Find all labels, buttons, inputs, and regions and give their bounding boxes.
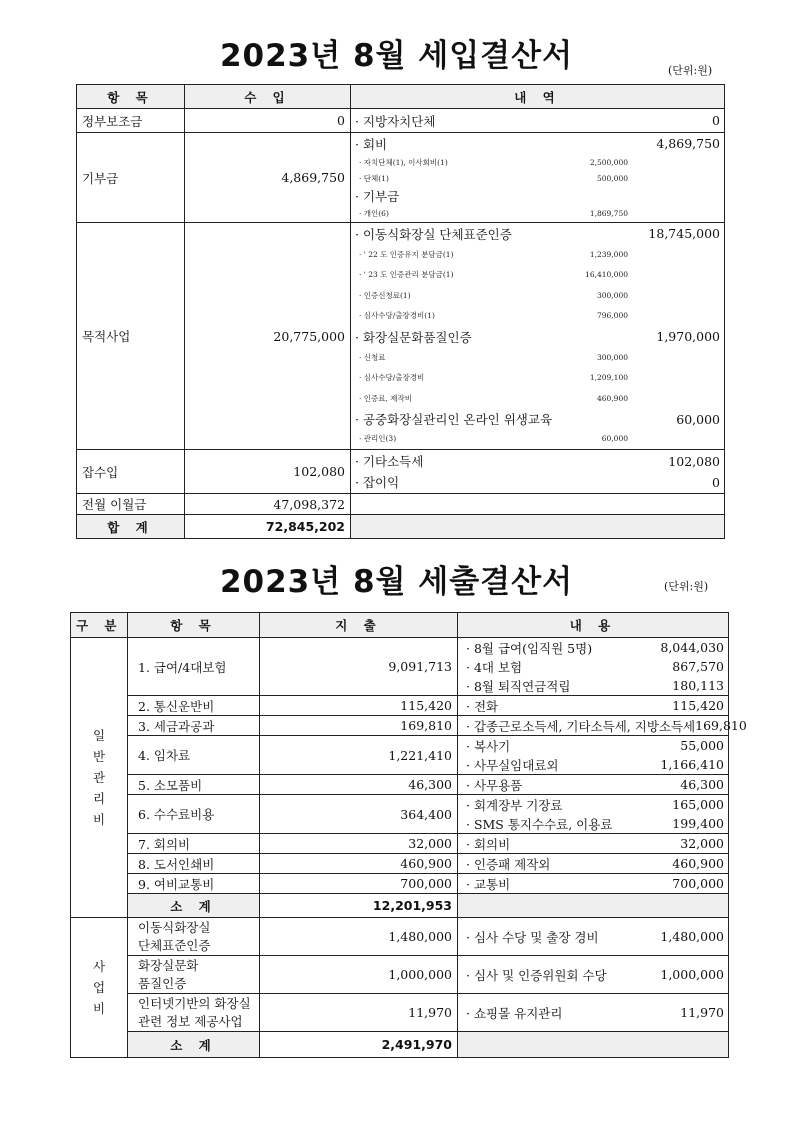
content-label: · 4대 보험 <box>466 659 523 675</box>
content-label: · 갑종근로소득세, 기타소득세, 지방소득세 <box>466 718 696 734</box>
expense-item <box>128 918 260 956</box>
subtotal-label: 소 계 <box>128 1032 260 1058</box>
sub-label: · 신청료 <box>359 352 386 362</box>
content-line <box>466 965 724 984</box>
detail-label: · 지방자치단체 <box>355 113 436 129</box>
content-line <box>466 676 724 695</box>
income-amount: 20,775,000 <box>185 223 351 450</box>
content-value: 11,970 <box>680 1005 724 1020</box>
expense-header-category: 구 분 <box>71 613 128 638</box>
content-line <box>466 657 724 676</box>
content-value: 32,000 <box>680 836 724 851</box>
content-line <box>466 736 724 755</box>
income-item: 잡수입 <box>77 450 185 494</box>
expense-row <box>71 854 729 874</box>
content-line <box>466 854 724 873</box>
category-general: 일 반 관 리 비 <box>71 638 128 918</box>
content-label: · 사무실임대료외 <box>466 757 559 773</box>
income-item: 정부보조금 <box>77 109 185 133</box>
income-amount: 47,098,372 <box>185 494 351 515</box>
content-value: 165,000 <box>672 797 724 812</box>
sub-value: 16,410,000 <box>585 270 628 280</box>
income-row-donation <box>77 133 725 223</box>
content-line <box>466 834 724 853</box>
sub-value: 60,000 <box>601 434 628 443</box>
content-label: · 복사기 <box>466 738 511 754</box>
expense-header-amount: 지 출 <box>260 613 458 638</box>
expense-amount: 700,000 <box>260 874 458 894</box>
sub-label: · 자치단체(1), 이사회비(1) <box>359 157 448 167</box>
expense-item: 3. 세금과공과 <box>128 716 260 736</box>
sub-value: 1,869,750 <box>589 209 628 218</box>
expense-title: 2023년 8월 세출결산서 <box>219 564 574 600</box>
income-item: 전월 이월금 <box>77 494 185 515</box>
subtotal-label: 소 계 <box>128 894 260 918</box>
expense-header-content: 내 용 <box>458 613 729 638</box>
sub-value: 500,000 <box>596 173 628 183</box>
expense-item-line1: 화장실문화 <box>138 957 199 973</box>
detail-label: · 화장실문화품질인증 <box>355 329 472 345</box>
sub-label: · 심사수당/출장경비 <box>359 373 425 383</box>
expense-item: 6. 수수료비용 <box>128 795 260 834</box>
content-value: 1,166,410 <box>660 757 724 772</box>
content-label: · 인증패 제작외 <box>466 856 551 872</box>
expense-item-line2: 품질인증 <box>138 975 187 991</box>
content-line <box>466 638 724 657</box>
detail-value: 18,745,000 <box>648 226 720 241</box>
sub-value: 300,000 <box>596 290 628 300</box>
expense-header-item: 항 목 <box>128 613 260 638</box>
sub-value: 2,500,000 <box>589 157 628 167</box>
content-value: 1,480,000 <box>660 929 724 944</box>
detail-label: · 잡이익 <box>355 475 400 490</box>
expense-row <box>71 696 729 716</box>
content-label: · SMS 통지수수료, 이용료 <box>466 816 613 832</box>
sub-label: · 심사수당/출장경비(1) <box>359 311 435 321</box>
detail-label: · 이동식화장실 단체표준인증 <box>355 226 512 242</box>
expense-row <box>71 638 729 696</box>
sub-label: · 단체(1) <box>359 173 389 183</box>
content-label: · 심사 수당 및 출장 경비 <box>466 929 599 945</box>
content-value: 8,044,030 <box>660 640 724 655</box>
expense-item: 1. 급여/4대보험 <box>128 638 260 696</box>
content-label: · 전화 <box>466 698 499 714</box>
expense-amount: 169,810 <box>260 716 458 736</box>
expense-amount: 115,420 <box>260 696 458 716</box>
income-amount: 0 <box>185 109 351 133</box>
sub-value: 1,239,000 <box>589 249 628 259</box>
expense-row <box>71 956 729 994</box>
content-label: · 8월 급여(임직원 5명) <box>466 640 593 656</box>
income-header-item: 항 목 <box>77 85 185 109</box>
income-item: 목적사업 <box>77 223 185 450</box>
income-row-misc <box>77 450 725 494</box>
income-header-detail: 내 역 <box>351 85 725 109</box>
content-label: · 8월 퇴직연금적립 <box>466 678 571 694</box>
income-unit: (단위:원) <box>668 64 713 77</box>
expense-amount: 11,970 <box>260 994 458 1032</box>
detail-value: 0 <box>712 474 720 490</box>
expense-amount: 9,091,713 <box>260 638 458 696</box>
expense-item-line2: 단체표준인증 <box>138 937 211 953</box>
expense-row <box>71 736 729 775</box>
content-label: · 회의비 <box>466 836 511 852</box>
income-total-label: 합 계 <box>77 515 185 539</box>
content-value: 700,000 <box>672 876 724 891</box>
expense-amount: 364,400 <box>260 795 458 834</box>
income-row-purpose <box>77 223 725 450</box>
expense-amount: 1,000,000 <box>260 956 458 994</box>
sub-value: 300,000 <box>596 352 628 362</box>
expense-item: 7. 회의비 <box>128 834 260 854</box>
content-line <box>466 814 724 833</box>
detail-label: · 회비 <box>355 136 388 152</box>
content-label: · 쇼핑몰 유지관리 <box>466 1005 563 1021</box>
income-item: 기부금 <box>77 133 185 223</box>
content-value: 46,300 <box>680 777 724 792</box>
income-amount: 4,869,750 <box>185 133 351 223</box>
expense-item-line1: 인터넷기반의 화장실 <box>138 995 251 1011</box>
content-line <box>466 795 724 814</box>
subtotal-amount: 2,491,970 <box>260 1032 458 1058</box>
sub-label: · 관리인(3) <box>359 434 397 443</box>
expense-row <box>71 994 729 1032</box>
sub-value: 460,900 <box>596 393 628 403</box>
content-label: · 회계장부 기장료 <box>466 797 563 813</box>
detail-value: 1,970,000 <box>656 329 720 344</box>
expense-amount: 1,480,000 <box>260 918 458 956</box>
sub-label: · ' 22 도 인증유지 분담금(1) <box>359 249 454 259</box>
content-value: 169,810 <box>695 718 747 733</box>
expense-table <box>70 612 747 1058</box>
expense-amount: 46,300 <box>260 775 458 795</box>
content-line <box>466 874 724 893</box>
expense-row <box>71 918 729 956</box>
expense-row <box>71 775 729 795</box>
business-subtotal-row <box>71 1032 729 1058</box>
expense-unit: (단위:원) <box>664 580 709 593</box>
income-row-carry <box>77 494 725 515</box>
content-line <box>466 775 724 794</box>
sub-label: · 인증료, 제작비 <box>359 393 413 403</box>
detail-label: · 기부금 <box>355 189 400 204</box>
content-label: · 심사 및 인증위원회 수당 <box>466 967 607 983</box>
detail-value: 102,080 <box>668 453 720 469</box>
income-title: 2023년 8월 세입결산서 <box>219 38 574 74</box>
income-row-total <box>77 515 725 539</box>
income-total-amount: 72,845,202 <box>185 515 351 539</box>
expense-item: 2. 통신운반비 <box>128 696 260 716</box>
detail-value: 4,869,750 <box>656 136 720 151</box>
expense-row <box>71 834 729 854</box>
category-business: 사 업 비 <box>71 918 128 1058</box>
sub-value: 796,000 <box>596 311 628 321</box>
content-value: 1,000,000 <box>660 967 724 982</box>
content-value: 55,000 <box>680 738 724 753</box>
content-value: 867,570 <box>672 659 724 674</box>
expense-item-line2: 관련 정보 제공사업 <box>138 1013 243 1029</box>
sub-label: · 개인(6) <box>359 209 389 218</box>
detail-value: 60,000 <box>676 411 720 427</box>
content-line <box>466 716 747 735</box>
expense-item: 9. 여비교통비 <box>128 874 260 894</box>
content-value: 180,113 <box>672 678 724 693</box>
expense-row <box>71 795 729 834</box>
content-label: · 사무용품 <box>466 777 523 793</box>
detail-label: · 기타소득세 <box>355 454 424 469</box>
income-amount: 102,080 <box>185 450 351 494</box>
expense-row <box>71 716 729 736</box>
expense-item: 4. 임차료 <box>128 736 260 775</box>
income-table <box>76 84 725 539</box>
sub-label: · ' 23 도 인증관리 분담금(1) <box>359 270 454 280</box>
expense-item-line1: 이동식화장실 <box>138 919 211 935</box>
content-label: · 교통비 <box>466 876 511 892</box>
sub-label: · 인증신청료(1) <box>359 290 411 300</box>
sub-value: 1,209,100 <box>589 373 628 383</box>
content-value: 199,400 <box>672 816 724 831</box>
content-line <box>466 696 724 715</box>
detail-value: 0 <box>712 113 720 128</box>
expense-amount: 460,900 <box>260 854 458 874</box>
content-line <box>466 927 724 946</box>
expense-item <box>128 994 260 1032</box>
expense-amount: 32,000 <box>260 834 458 854</box>
expense-amount: 1,221,410 <box>260 736 458 775</box>
expense-item: 8. 도서인쇄비 <box>128 854 260 874</box>
income-header-amount: 수 입 <box>185 85 351 109</box>
content-line <box>466 755 724 774</box>
content-line <box>466 1003 724 1022</box>
content-value: 460,900 <box>672 856 724 871</box>
detail-label: · 공중화장실관리인 온라인 위생교육 <box>355 412 553 427</box>
income-row-gov <box>77 109 725 133</box>
expense-item <box>128 956 260 994</box>
expense-row <box>71 874 729 894</box>
content-value: 115,420 <box>672 698 724 713</box>
general-subtotal-row <box>71 894 729 918</box>
expense-item: 5. 소모품비 <box>128 775 260 795</box>
subtotal-amount: 12,201,953 <box>260 894 458 918</box>
